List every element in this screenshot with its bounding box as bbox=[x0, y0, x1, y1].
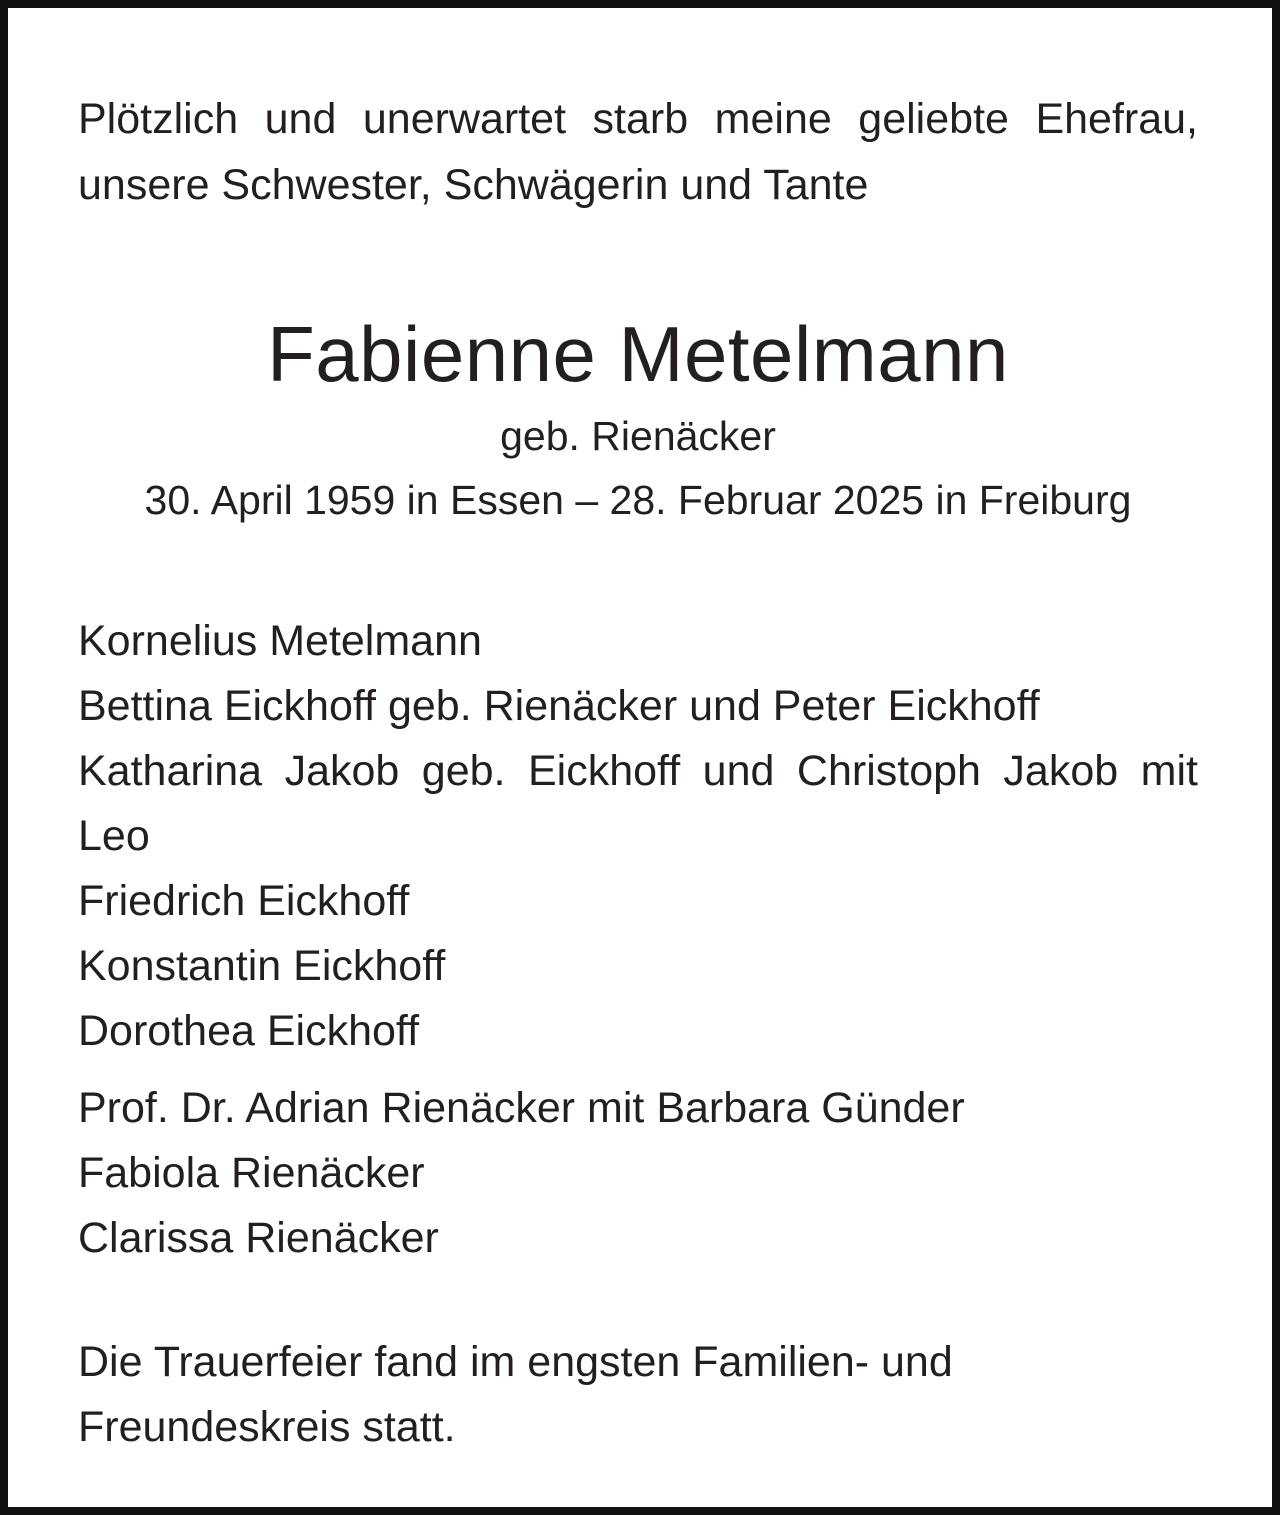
mourner-entry: Clarissa Rienäcker bbox=[78, 1214, 439, 1262]
mourner-entry: Katharina Jakob geb. Eickhoff und Christoph Jakob mit Leo bbox=[78, 747, 1198, 860]
life-dates: 30. April 1959 in Essen – 28. Februar 2025 in Freiburg bbox=[144, 477, 1132, 523]
deceased-name: Fabienne Metelmann bbox=[267, 310, 1009, 398]
mourner-entry: Friedrich Eickhoff bbox=[78, 877, 410, 925]
maiden-name: geb. Rienäcker bbox=[500, 413, 776, 459]
mourner-entry: Kornelius Metelmann bbox=[78, 617, 482, 665]
mourner-entry: Bettina Eickhoff geb. Rienäcker und Peter Eickhoff bbox=[78, 682, 1040, 730]
mourners-list-family bbox=[78, 609, 1198, 1064]
intro-text: Plötzlich und unerwartet starb meine geliebte Ehefrau, unsere Schwester, Schwägerin und Tante bbox=[78, 95, 1198, 209]
mourner-entry: Prof. Dr. Adrian Rienäcker mit Barbara Günder bbox=[78, 1084, 965, 1132]
closing-text: Die Trauerfeier fand im engsten Familien- und Freundeskreis statt. bbox=[78, 1338, 953, 1451]
mourners-list-relatives bbox=[78, 1076, 1198, 1271]
mourner-entry: Fabiola Rienäcker bbox=[78, 1149, 425, 1197]
mourner-entry: Dorothea Eickhoff bbox=[78, 1007, 420, 1055]
mourner-entry: Konstantin Eickhoff bbox=[78, 942, 446, 990]
